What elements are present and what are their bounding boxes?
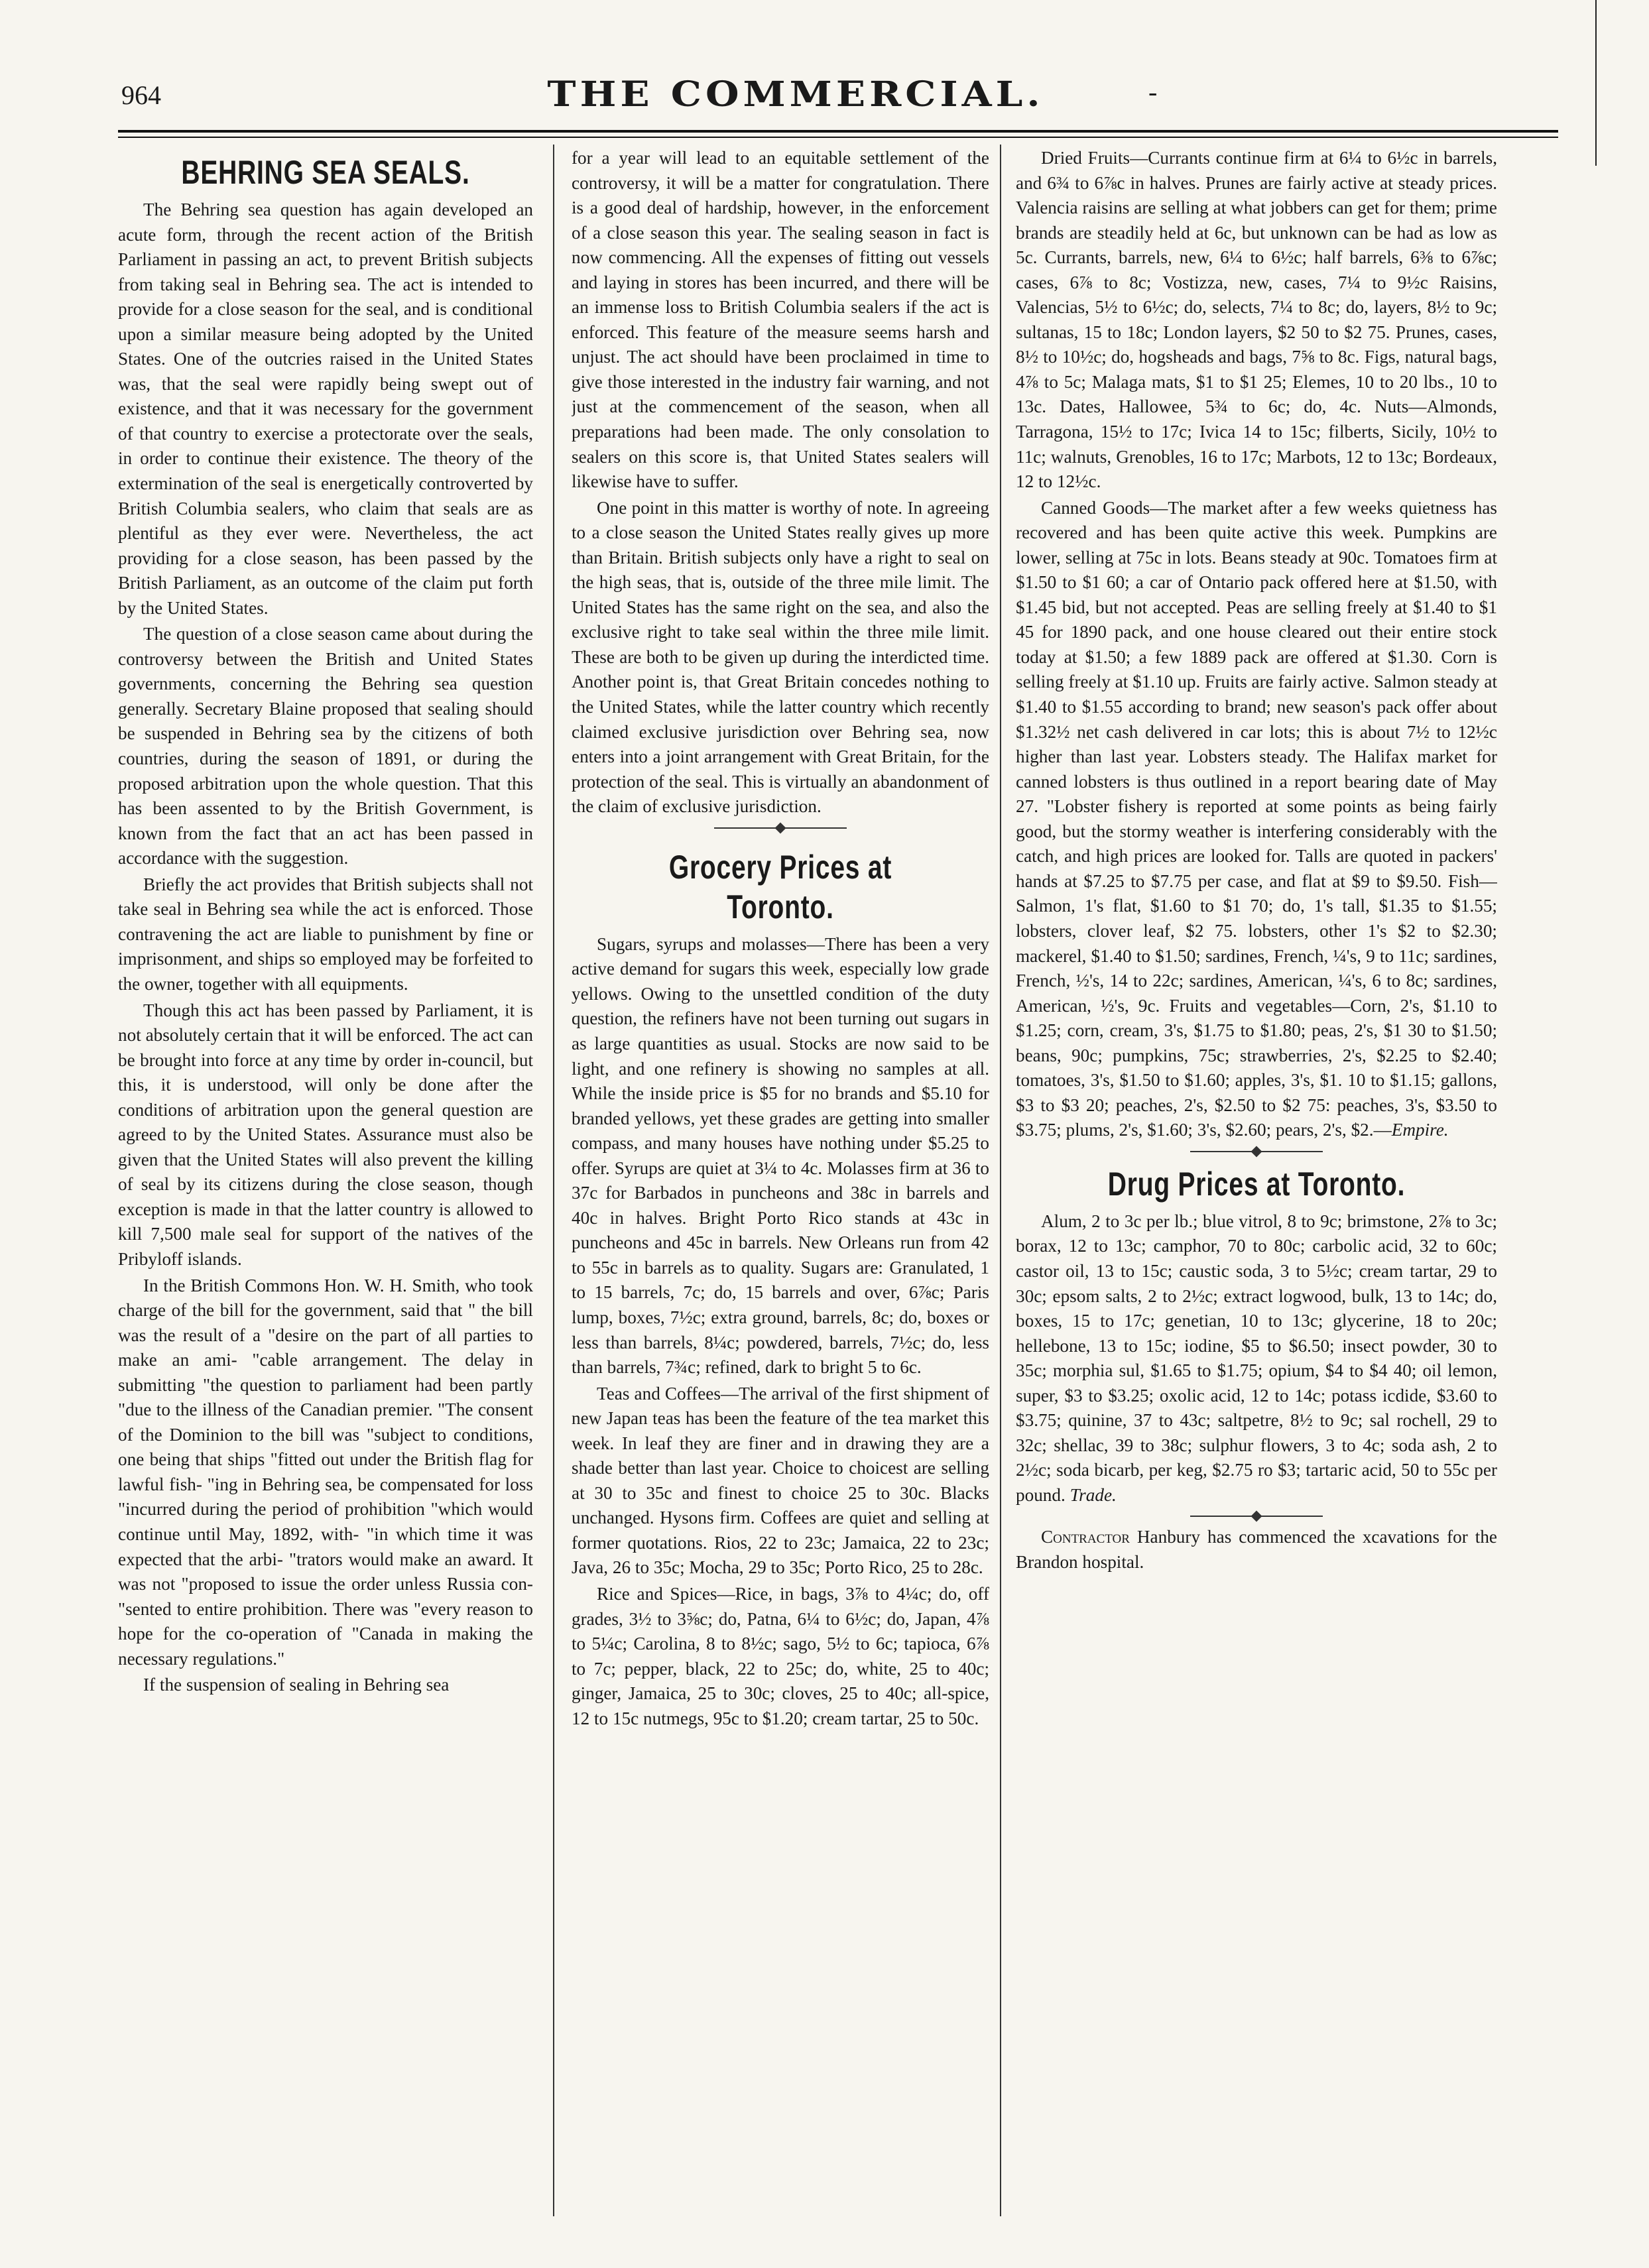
behring-continued-paragraph: One point in this matter is worthy of note. In agreeing to a close season the United States really gives up more than Britain. British subjects only have a right to seal on the high seas, that is, outside of the three mile limit. The United States has the same right on the sea, and also the exclusive right to take seal within the three mile limit. These are both to be given up during the interdicted time. Another point is, that Great Britain concedes nothing to the United States, while the latter country which recently claimed exclusive jurisdiction over Behring sea, now enters into a joint arrangement with Great Britain, for the protection of the seal. This is virtually an abandonment of the claim of exclusive jurisdiction.	[572, 497, 989, 817]
behring-continued-paragraph: for a year will lead to an equitable settlement of the controversy, it will be a matter for congratulation. There is a good deal of hardship, however, in the enforcement of a close season this year. The sealing season in fact is now commencing. All the expenses of fitting out vessels and laying in stores has been incurred, and there will be an immense loss to British Columbia sealers if the act is enforced. This feature of the measure seems harsh and unjust. The act should have been proclaimed in time to give those interested in the industry fair warning, and not just at the commencement of the season, when all preparations had been made. The only consolation to sealers on this score is, that United States sealers will likewise have to suffer.	[572, 148, 989, 492]
drug-text: Alum, 2 to 3c per lb.; blue vitrol, 8 to 9c; brimstone, 2⅞ to 3c; borax, 12 to 13c; camphor, 70 to 80c; carbolic acid, 32 to 60c; castor oil, 13 to 15c; caustic soda, 3 to 5½c; cream tartar, 29 to 30c; epsom salts, 2 to 2½c; extract logwood, bulk, 13 to 14c; do, boxes, 15 to 17c; genetian, 10 to 13c; glycerine, 18 to 20c; hellebone, 13 to 15c; iodine, $5 to $6.50; insect powder, 30 to 35c; morphia sul, $1.65 to $1.75; opium, $4 to $4 40; oil lemon, super, $3 to $3.25; oxolic acid, 12 to 14c; potass icdide, $3.60 to $3.75; quinine, 37 to 43c; saltpetre, 8½ to 9c; sal rochell, 29 to 32c; shellac, 39 to 38c; sulphur flowers, 3 to 4c; soda ash, 2 to 2½c; soda bicarb, per keg, $2.75 ro $3; tartaric acid, 50 to 55c per pound.	[1016, 1211, 1497, 1505]
column-2	[572, 146, 989, 2214]
grocery-title: Grocery Prices at Toronto.	[668, 848, 892, 925]
behring-paragraph: Though this act has been passed by Parliament, it is not absolutely certain that it will be enforced. The act can be brought into force at any time by order in-council, but this, it is understood, will only be done after the conditions of arbitration upon the general question are agreed to by the United States. Assurance must also be given that the United States will also prevent the killing of seal by its citizens during the close season, though exception is made in that the latter country is allowed to kill 7,500 male seal for support of the natives of the Pribyloff islands.	[118, 1000, 533, 1269]
grocery-continued-paragraph	[1016, 496, 1497, 1143]
grocery-source: Empire.	[1391, 1120, 1449, 1140]
behring-paragraph: In the British Commons Hon. W. H. Smith, who took charge of the bill for the government, said that " the bill was the result of a "desire on the part of all parties to make an ami- "cable arrangement. The delay in submitting "the question to parliament had been partly "due to the illness of the Canadian premier. "The consent of the Dominion to the bill was "subject to conditions, one being that ships "fitted out under the British flag for lawful fish- "ing in Behring sea, be compensated for loss "incurred during the period of prohibition "which would continue until May, 1892, with- "in which time it was expected that the arbi- "trators would make an award. It was not "proposed to issue the order unless Russia con- "sented to entire prohibition. There was "every reason to hope for the co-operation of "Canada in making the necessary regulations."	[118, 1275, 533, 1669]
behring-title: BEHRING SEA SEALS.	[181, 154, 470, 191]
notice-text: Hanbury has commenced the xcavations for the Brandon hospital.	[1016, 1527, 1497, 1572]
column-rule-1	[553, 145, 554, 2216]
notice-lead: Contractor	[1041, 1527, 1130, 1547]
masthead-dash: -	[1148, 77, 1158, 107]
grocery-continued-paragraph: Dried Fruits—Currants continue firm at 6¼ to 6½c in barrels, and 6¾ to 6⅞c in halves. Prunes are fairly active at steady prices. Valencia raisins are selling at what jobbers can get for them; prime brands are steadily held at 6c, but unknown can be had as low as 5c. Currants, barrels, new, 6¼ to 6½c; half barrels, 6⅜ to 6⅞c; cases, 6⅞ to 8c; Vostizza, new, cases, 7¼ to 9½c Raisins, Valencias, 5½ to 6½c; do, selects, 7¼ to 8c; do, layers, 8½ to 9c; sultanas, 15 to 18c; London layers, $2 50 to $2 75. Prunes, cases, 8½ to 10½c; do, hogsheads and bags, 7⅝ to 8c. Figs, natural bags, 4⅞ to 5c; Malaga mats, $1 to $1 25; Elemes, 10 to 20 lbs., 10 to 13c. Dates, Hallowee, 5¾ to 6c; do, 4c. Nuts—Almonds, Tarragona, 15½ to 17c; Ivica 14 to 15c; filberts, Sicily, 10½ to 11c; walnuts, Grenobles, 16 to 17c; Marbots, 12 to 13c; Bordeaux, 12 to 12½c.	[1016, 148, 1497, 492]
section-separator	[1190, 1516, 1323, 1517]
drug-title: Drug Prices at Toronto.	[1107, 1165, 1406, 1203]
column-1	[118, 146, 533, 2214]
drug-paragraph	[1016, 1209, 1497, 1508]
header-rule-thick	[118, 130, 1558, 133]
grocery-canned-text: Canned Goods—The market after a few weeks quietness has recovered and has been quite active this week. Pumpkins are lower, selling at 75c in lots. Beans steady at 90c. Tomatoes firm at $1.50 to $1 60; a car of Ontario pack offered here at $1.50, with $1.45 bid, but not accepted. Peas are selling freely at $1.40 to $1 45 for 1890 pack, and one house cleared out their entire stock today at $1.50; a few 1889 pack are offered at $1.30. Corn is selling freely at $1.10 up. Fruits are fairly active. Salmon steady at $1.40 to $1.55 according to brand; new season's pack offer about $1.32½ net cash delivered in car lots; this is about 7½ to 12½c higher than last year. Lobsters steady. The Halifax market for canned lobsters is thus outlined in a report bearing date of May 27. "Lobster fishery is reported at some points as being fairly good, but the stormy weather is interfering considerably with the catch, and high prices are looked for. Talls are quoted in packers' hands at $7.25 to $7.75 per case, and flat at $9 to $9.50. Fish—Salmon, 1's flat, $1.60 to $1 70; do, 1's tall, $1.35 to $1.55; lobsters, clover leaf, $2 75. lobsters, other 1's $2 to $2.30; mackerel, $1.40 to $1.50; sardines, French, ¼'s, 9 to 11c; sardines, French, ½'s, 14 to 22c; sardines, American, ¼'s, 6 to 8c; sardines, American, ½'s, 9c. Fruits and vegetables—Corn, 2's, $1.10 to $1.25; corn, cream, 3's, $1.75 to $1.80; peas, 2's, $1 30 to $1.50; beans, 90c; pumpkins, 75c; strawberries, 2's, $2.25 to $2.40; tomatoes, 3's, $1.50 to $1.60; apples, 3's, $1. 10 to $1.15; gallons, $3 to $3 20; peaches, 2's, $2.50 to $2 75: peaches, 3's, $3.50 to $3.75; plums, 2's, $1.60; 3's, $2.60; pears, 2's, $2.—	[1016, 497, 1497, 1140]
section-separator	[1190, 1151, 1323, 1152]
grocery-paragraph: Sugars, syrups and molasses—There has been a very active demand for sugars this week, especially low grade yellows. Owing to the unsettled condition of the duty question, the refiners have not been turning out sugars in as large quantities as usual. Stocks are now said to be light, and one refinery is showing no samples at all. While the inside price is $5 for no brands and $5.10 for branded yellows, yet these grades are getting into smaller compass, and many houses have nothing under $5.25 to offer. Syrups are quiet at 3¼ to 4c. Molasses firm at 36 to 37c for Barbados in puncheons and 38c in barrels and 40c in halves. Bright Porto Rico stands at 43c in puncheons and 45c in barrels. New Orleans run from 42 to 55c in barrels as to quality. Sugars are: Granulated, 1 to 15 barrels, 7c; do, 15 barrels and over, 6⅞c; Paris lump, boxes, 7½c; extra ground, barrels, 8c; do, boxes or less than barrels, 8¼c; powdered, barrels, 7½c; do, less than barrels, 7¾c; refined, dark to bright 5 to 6c.	[572, 933, 989, 1378]
column-3	[1016, 146, 1497, 2214]
section-separator	[714, 827, 847, 829]
behring-paragraph: The Behring sea question has again developed an acute form, through the recent action of the British Parliament in passing an act, to prevent British subjects from taking seal in Behring sea. The act is intended to provide for a close season for the seal, and is conditional upon a similar measure being adopted by the United States. One of the outcries raised in the United States was, that the seal were rapidly being swept out of existence, and that it was necessary for the government of that country to exercise a protectorate over the seals, in order to continue their existence. The theory of the extermination of the seal is energetically controverted by British Columbia sealers, who claim that seals are as plentiful as they ever were. Nevertheless, the act providing for a close season, has been passed by the British Parliament, as an outcome of the claim put forth by the United States.	[118, 200, 533, 618]
behring-paragraph: If the suspension of sealing in Behring sea	[143, 1675, 450, 1695]
drug-source: Trade.	[1069, 1484, 1117, 1505]
notice-paragraph	[1016, 1525, 1497, 1575]
masthead: THE COMMERCIAL.	[547, 74, 1044, 115]
column-rule-2	[1000, 145, 1001, 2216]
behring-paragraph: The question of a close season came about during the controversy between the British and United States governments, concerning the Behring sea question generally. Secretary Blaine proposed that sealing should be suspended in Behring sea by the citizens of both countries, during the season of 1891, or during the proposed arbitration upon the whole question. That this has been assented to by the British Government, is known from the fact that an act has been passed in accordance with the suggestion.	[118, 624, 533, 868]
behring-paragraph: Briefly the act provides that British subjects shall not take seal in Behring sea while the act is enforced. Those contravening the act are liable to punishment by fine or imprisonment, and ships so employed may be forfeited to the owner, together with all equipments.	[118, 874, 533, 994]
grocery-paragraph: Teas and Coffees—The arrival of the first shipment of new Japan teas has been the feature of the tea market this week. In leaf they are finer and in drawing they are a shade better than last year. Choice to choicest are selling at 30 to 35c and finest to choice 25 to 30c. Blacks unchanged. Hysons firm. Coffees are quiet and selling at former quotations. Rios, 22 to 23c; Jamaica, 22 to 23c; Java, 26 to 35c; Mocha, 29 to 35c; Porto Rico, 25 to 28c.	[572, 1383, 989, 1578]
page-edge-line	[1595, 0, 1597, 166]
grocery-paragraph: Rice and Spices—Rice, in bags, 3⅞ to 4¼c; do, off grades, 3½ to 3⅝c; do, Patna, 6¼ to 6½c; do, Japan, 4⅞ to 5¼c; Carolina, 8 to 8½c; sago, 5½ to 6c; tapioca, 6⅞ to 7c; pepper, black, 22 to 25c; do, white, 25 to 40c; ginger, Jamaica, 25 to 30c; cloves, 25 to 40c; all-spice, 12 to 15c nutmegs, 95c to $1.20; cream tartar, 25 to 50c.	[572, 1583, 989, 1728]
header-rule-thin	[118, 137, 1558, 138]
page-number: 964	[121, 80, 161, 110]
